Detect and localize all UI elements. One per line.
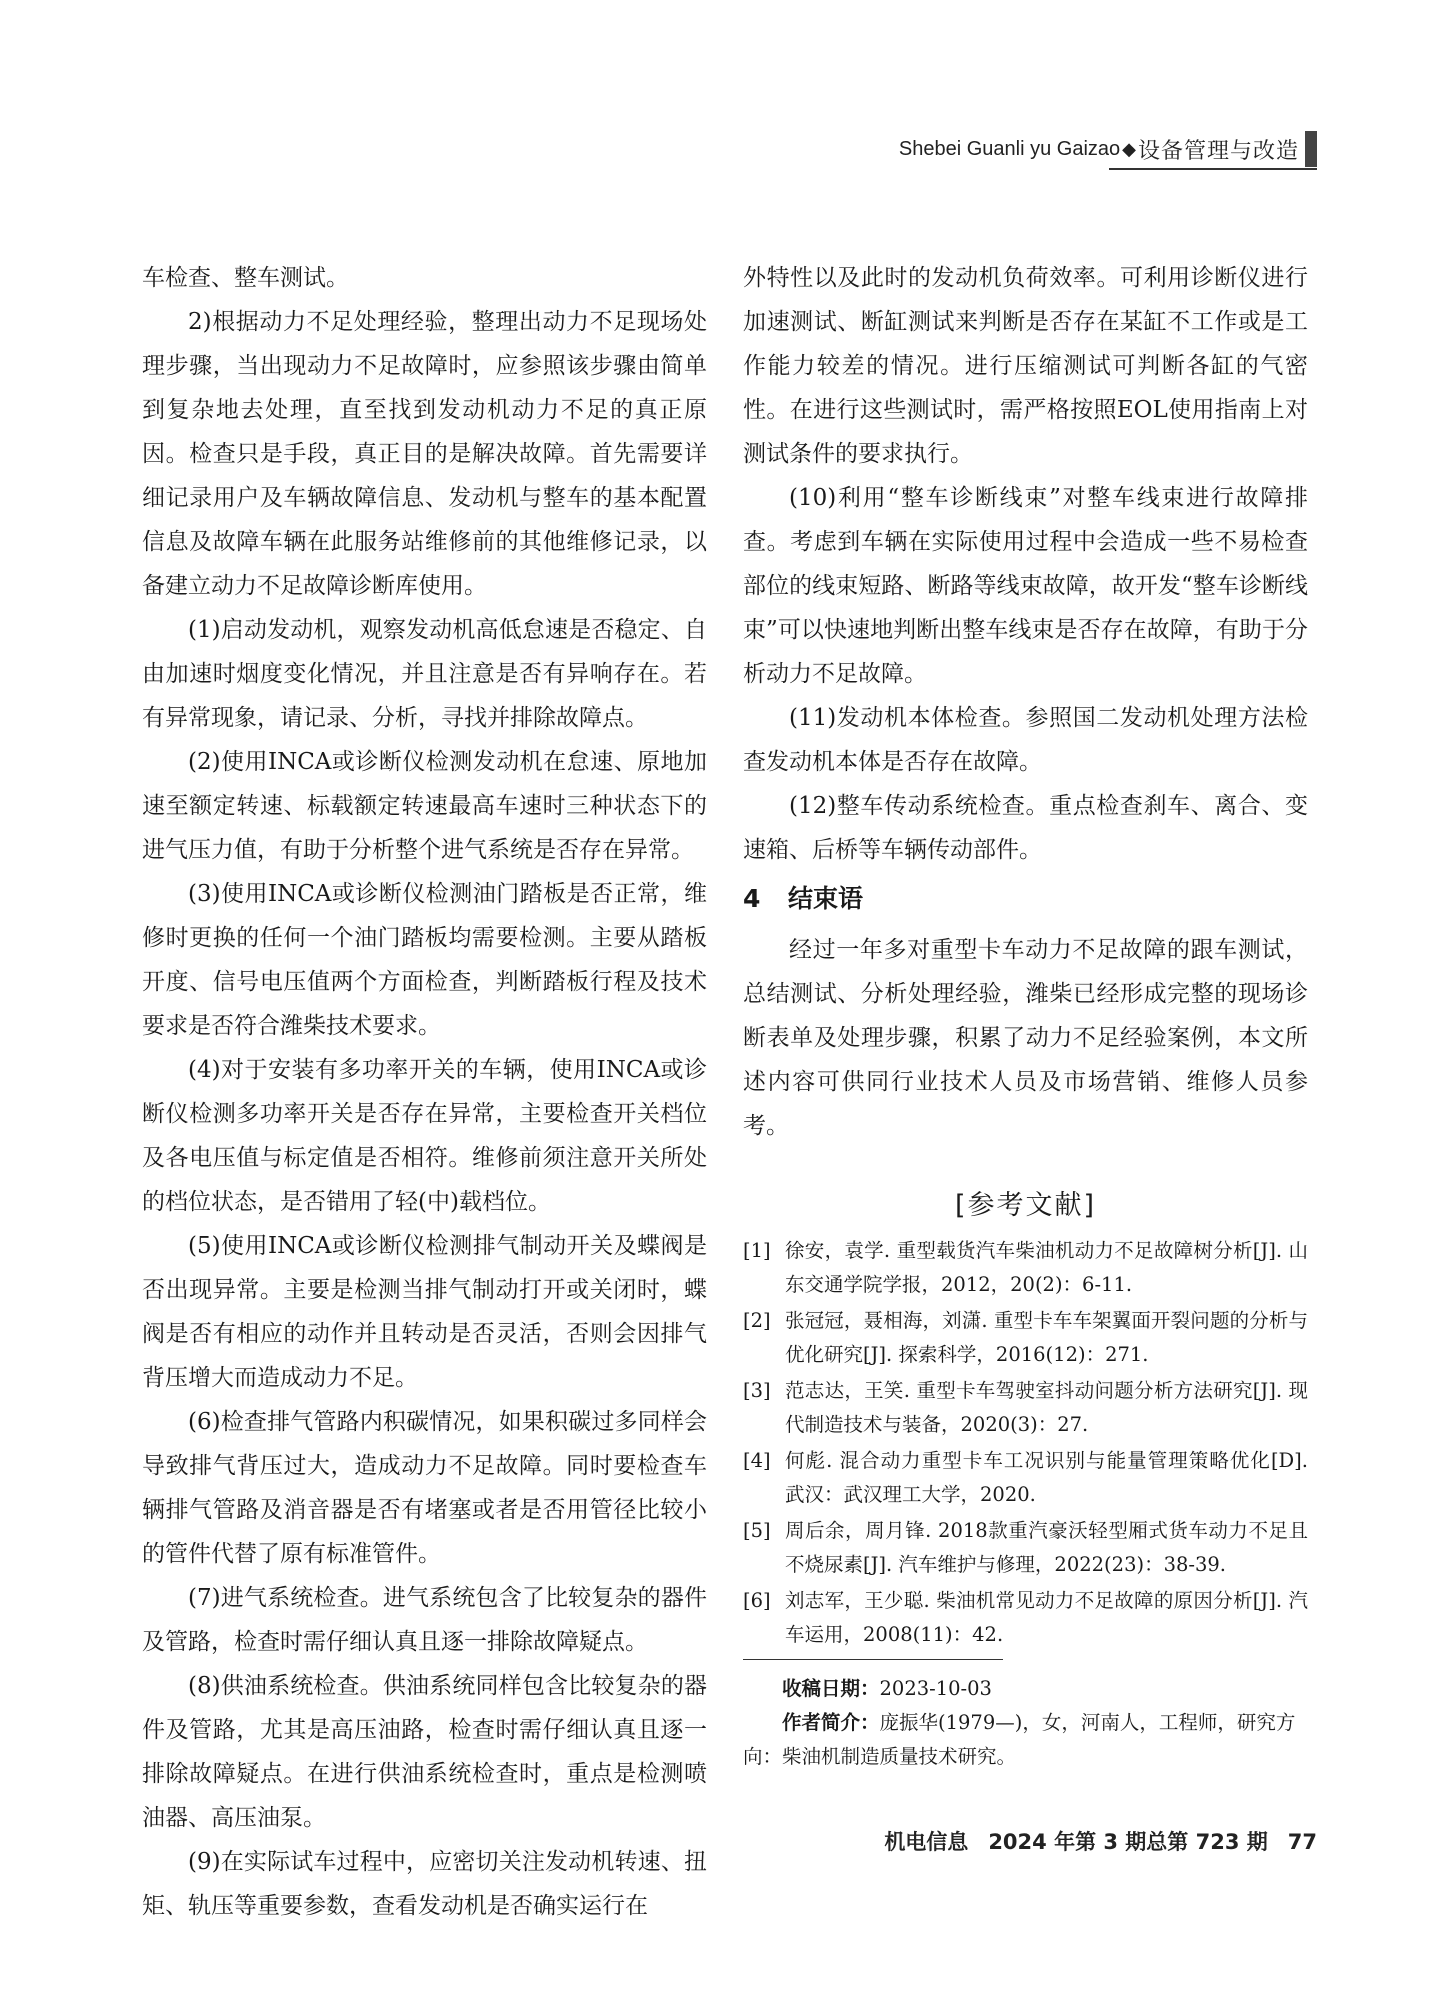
issue-info: 2024 年第 3 期总第 723 期 (988, 1830, 1268, 1854)
header-bar (1305, 131, 1317, 167)
reference-text: 何彪. 混合动力重型卡车工况识别与能量管理策略优化[D]. 武汉：武汉理工大学，2020. (785, 1449, 1308, 1506)
journal-name: 机电信息 (884, 1830, 969, 1854)
section-number: 4 (743, 884, 761, 913)
paragraph: 经过一年多对重型卡车动力不足故障的跟车测试，总结测试、分析处理经验，潍柴已经形成完整的现场诊断表单及处理步骤，积累了动力不足经验案例，本文所述内容可供同行业技术人员及市场营销、维修人员参考。 (743, 937, 1308, 1139)
paragraph: (9)在实际试车过程中，应密切关注发动机转速、扭矩、轨压等重要参数，查看发动机是否确实运行在 (142, 1849, 707, 1919)
reference-item (743, 1234, 1308, 1302)
header-latin: Shebei Guanli yu Gaizao (898, 137, 1121, 160)
paragraph: 外特性以及此时的发动机负荷效率。可利用诊断仪进行加速测试、断缸测试来判断是否存在某缸不工作或是工作能力较差的情况。进行压缩测试可判断各缸的气密性。在进行这些测试时，需严格按照EOL使用指南上对测试条件的要求执行。 (743, 265, 1308, 467)
paragraph: (11)发动机本体检查。参照国二发动机处理方法检查发动机本体是否存在故障。 (743, 705, 1308, 775)
paragraph: (6)检查排气管路内积碳情况，如果积碳过多同样会导致排气背压过大，造成动力不足故障。同时要检查车辆排气管路及消音器是否有堵塞或者是否用管径比较小的管件代替了原有标准管件。 (142, 1409, 707, 1567)
author-bio (743, 1706, 1308, 1774)
author-value: 庞振华(1979—)，女，河南人，工程师，研究方向：柴油机制造质量技术研究。 (743, 1711, 1296, 1768)
reference-item (743, 1304, 1308, 1372)
paragraph: (12)整车传动系统检查。重点检查刹车、离合、变速箱、后桥等车辆传动部件。 (743, 793, 1308, 863)
paragraph: (5)使用INCA或诊断仪检测排气制动开关及蝶阀是否出现异常。主要是检测当排气制动打开或关闭时，蝶阀是否有相应的动作并且转动是否灵活，否则会因排气背压增大而造成动力不足。 (142, 1233, 707, 1391)
author-label: 作者简介： (782, 1711, 880, 1734)
paragraph: 车检查、整车测试。 (142, 265, 349, 291)
reference-number: [4] (743, 1449, 771, 1472)
reference-text: 周后余，周月锋. 2018款重汽豪沃轻型厢式货车动力不足且不烧尿素[J]. 汽车维护与修理，2022(23)：38-39. (785, 1519, 1308, 1576)
page-number: 77 (1287, 1830, 1317, 1854)
reference-text: 徐安，袁学. 重型载货汽车柴油机动力不足故障树分析[J]. 山东交通学院学报，2012，20(2)：6-11. (785, 1239, 1308, 1296)
paragraph: (1)启动发动机，观察发动机高低怠速是否稳定、自由加速时烟度变化情况，并且注意是否有异响存在。若有异常现象，请记录、分析，寻找并排除故障点。 (142, 617, 707, 731)
reference-text: 刘志军，王少聪. 柴油机常见动力不足故障的原因分析[J]. 汽车运用，2008(11)：42. (785, 1589, 1308, 1646)
reference-text: 范志达，王笑. 重型卡车驾驶室抖动问题分析方法研究[J]. 现代制造技术与装备，2020(3)：27. (785, 1379, 1308, 1436)
page-footer (884, 1826, 1317, 1856)
header-chinese: 设备管理与改造 (1137, 137, 1299, 163)
diamond-icon: ◆ (1122, 138, 1136, 159)
received-label: 收稿日期： (782, 1677, 880, 1700)
reference-item (743, 1584, 1308, 1652)
header-underline (1109, 168, 1317, 170)
section-title: 结束语 (788, 884, 864, 913)
reference-item (743, 1444, 1308, 1512)
paragraph: (7)进气系统检查。进气系统包含了比较复杂的器件及管路，检查时需仔细认真且逐一排除故障疑点。 (142, 1585, 707, 1655)
reference-number: [3] (743, 1379, 771, 1402)
reference-text: 张冠冠，聂相海，刘潇. 重型卡车车架翼面开裂问题的分析与优化研究[J]. 探索科学，2016(12)：271. (785, 1309, 1308, 1366)
reference-number: [1] (743, 1239, 771, 1262)
reference-number: [5] (743, 1519, 771, 1542)
right-column (743, 256, 1308, 1654)
paragraph: (2)使用INCA或诊断仪检测发动机在怠速、原地加速至额定转速、标载额定转速最高车速时三种状态下的进气压力值，有助于分析整个进气系统是否存在异常。 (142, 749, 707, 863)
received-date (743, 1672, 1308, 1706)
paragraph: (4)对于安装有多功率开关的车辆，使用INCA或诊断仪检测多功率开关是否存在异常，主要检查开关档位及各电压值与标定值是否相符。维修前须注意开关所处的档位状态，是否错用了轻(中)载档位。 (142, 1057, 707, 1215)
running-header (899, 132, 1317, 166)
reference-number: [2] (743, 1309, 771, 1332)
reference-item (743, 1514, 1308, 1582)
references-heading: [参考文献] (954, 1190, 1097, 1221)
paragraph: (3)使用INCA或诊断仪检测油门踏板是否正常，维修时更换的任何一个油门踏板均需要检测。主要从踏板开度、信号电压值两个方面检查，判断踏板行程及技术要求是否符合潍柴技术要求。 (142, 881, 707, 1039)
footnote-rule (743, 1659, 1003, 1660)
paragraph: 2)根据动力不足处理经验，整理出动力不足现场处理步骤，当出现动力不足故障时，应参照该步骤由简单到复杂地去处理，直至找到发动机动力不足的真正原因。检查只是手段，真正目的是解决故障。首先需要详细记录用户及车辆故障信息、发动机与整车的基本配置信息及故障车辆在此服务站维修前的其他维修记录，以备建立动力不足故障诊断库使用。 (142, 309, 707, 599)
reference-item (743, 1374, 1308, 1442)
section-heading (743, 874, 1308, 924)
left-column (142, 256, 707, 1928)
paragraph: (8)供油系统检查。供油系统同样包含比较复杂的器件及管路，尤其是高压油路，检查时需仔细认真且逐一排除故障疑点。在进行供油系统检查时，重点是检测喷油器、高压油泵。 (142, 1673, 707, 1831)
reference-number: [6] (743, 1589, 771, 1612)
received-value: 2023-10-03 (879, 1677, 992, 1700)
paragraph: (10)利用“整车诊断线束”对整车线束进行故障排查。考虑到车辆在实际使用过程中会造成一些不易检查部位的线束短路、断路等线束故障，故开发“整车诊断线束”可以快速地判断出整车线束是否存在故障，有助于分析动力不足故障。 (743, 485, 1308, 687)
footnote (743, 1672, 1308, 1774)
